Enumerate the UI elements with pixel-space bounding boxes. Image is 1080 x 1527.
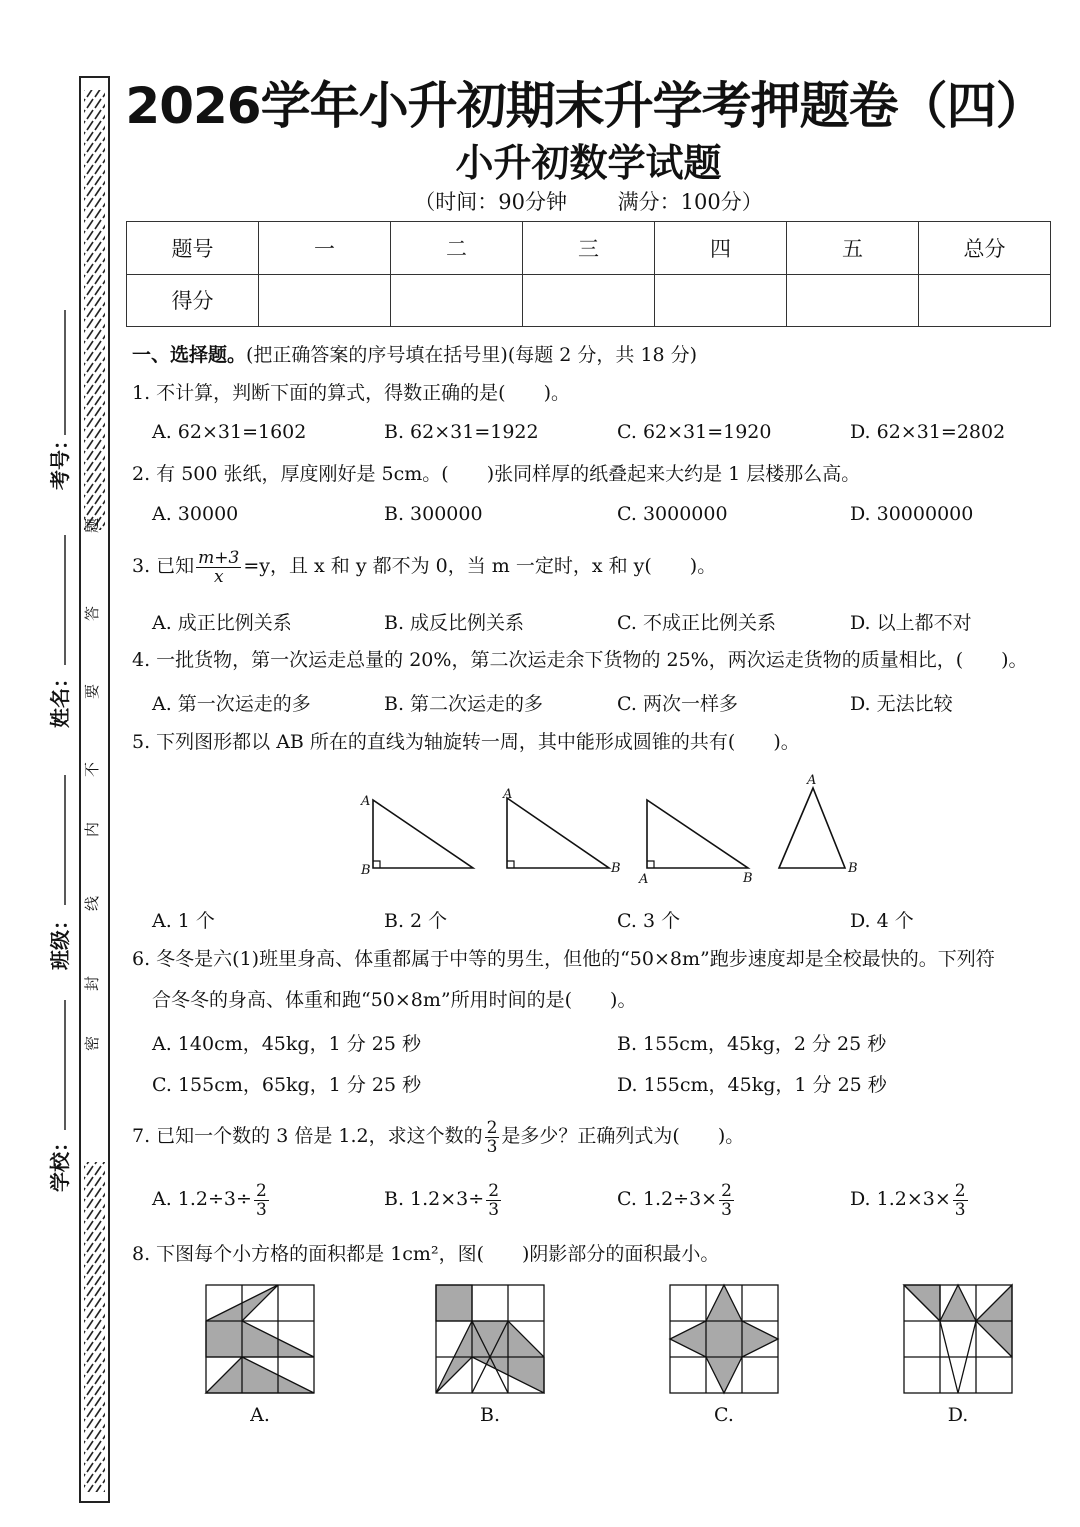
q7-option-b-frac xyxy=(486,1182,501,1219)
question-7 xyxy=(132,1113,744,1159)
score-table-score-row xyxy=(127,274,1051,327)
q5-option-b[interactable]: B. 2 个 xyxy=(384,910,448,932)
q5-label: B xyxy=(848,861,858,876)
section-title: 一、选择题。 xyxy=(132,344,247,366)
score-header-cell: 二 xyxy=(391,222,523,275)
q4-option-b[interactable]: B. 第二次运走的多 xyxy=(384,693,544,715)
question-6-line2: 合冬冬的身高、体重和跑“50×8m”所用时间的是( )。 xyxy=(152,989,637,1011)
section-heading xyxy=(132,340,697,367)
q6-option-d[interactable]: D. 155cm，45kg，1 分 25 秒 xyxy=(617,1074,887,1096)
q5-option-d[interactable]: D. 4 个 xyxy=(850,910,914,932)
q5-triangle-d xyxy=(779,788,845,868)
q8-grid-figures xyxy=(200,1282,1020,1404)
q7-option-c[interactable] xyxy=(617,1176,736,1222)
seal-char: 题 xyxy=(83,517,102,534)
q7-prefix: 7. 已知一个数的 3 倍是 1.2，求这个数的 xyxy=(132,1125,483,1147)
q7-option-a[interactable] xyxy=(152,1176,271,1222)
binding-strip xyxy=(78,76,112,1504)
frac-den: 3 xyxy=(721,1199,732,1220)
q3-prefix: 3. 已知 xyxy=(132,555,195,577)
q3-option-a[interactable]: A. 成正比例关系 xyxy=(152,612,292,634)
q7-option-d[interactable] xyxy=(850,1176,970,1222)
q3-option-c[interactable]: C. 不成正比例关系 xyxy=(617,612,776,634)
q8-label-b[interactable]: B. xyxy=(479,1404,500,1426)
section-instruction: (把正确答案的序号填在括号里)(每题 2 分，共 18 分) xyxy=(246,344,698,366)
q7-option-a-frac xyxy=(254,1182,269,1219)
question-5: 5. 下列图形都以 AB 所在的直线为轴旋转一周，其中能形成圆锥的共有( )。 xyxy=(132,731,800,753)
score-header-cell: 四 xyxy=(655,222,787,275)
q2-option-d[interactable]: D. 30000000 xyxy=(850,503,974,525)
seal-char: 封 xyxy=(83,975,102,992)
q4-option-a[interactable]: A. 第一次运走的多 xyxy=(152,693,311,715)
q7-option-b[interactable] xyxy=(384,1176,503,1222)
q3-option-b[interactable]: B. 成反比例关系 xyxy=(384,612,525,634)
question-1: 1. 不计算，判断下面的算式，得数正确的是( )。 xyxy=(132,382,570,404)
q3-frac-den: x xyxy=(213,566,224,587)
q8-label-c[interactable]: C. xyxy=(714,1404,734,1426)
q2-option-c[interactable]: C. 3000000 xyxy=(617,503,728,525)
score-input-cell[interactable] xyxy=(655,274,787,327)
seal-char: 内 xyxy=(83,821,102,838)
q5-label: B xyxy=(743,871,753,886)
name-label: 姓名： xyxy=(48,668,72,728)
score-header-cell: 总分 xyxy=(919,222,1051,275)
frac-num: 2 xyxy=(488,1180,500,1201)
q1-option-a[interactable]: A. 62×31=1602 xyxy=(152,421,307,443)
frac-den: 3 xyxy=(954,1199,966,1220)
exam-subtitle: 小升初数学试题 xyxy=(455,141,722,185)
frac-num: 2 xyxy=(954,1180,966,1201)
q8-label-d[interactable]: D. xyxy=(947,1404,969,1426)
q8-label-a[interactable]: A. xyxy=(250,1404,270,1426)
school-label: 学校： xyxy=(48,1132,72,1192)
q7-suffix: 是多少？正确列式为( )。 xyxy=(501,1125,745,1147)
question-6-line1: 6. 冬冬是六(1)班里身高、体重都属于中等的男生，但他的“50×8m”跑步速度却是全校最快的。下列符 xyxy=(132,948,995,970)
score-input-cell[interactable] xyxy=(787,274,919,327)
question-8: 8. 下图每个小方格的面积都是 1cm²，图( )阴影部分的面积最小。 xyxy=(132,1243,720,1265)
q7-fraction xyxy=(485,1119,500,1156)
seal-char: 不 xyxy=(83,761,102,778)
score-row-label: 得分 xyxy=(127,274,259,327)
score-input-cell[interactable] xyxy=(259,274,391,327)
score-input-cell[interactable] xyxy=(919,274,1051,327)
seal-char: 线 xyxy=(83,895,102,912)
q3-option-d[interactable]: D. 以上都不对 xyxy=(850,612,972,634)
score-input-cell[interactable] xyxy=(391,274,523,327)
frac-den: 3 xyxy=(255,1199,267,1220)
q7-option-c-expr: C. 1.2÷3× xyxy=(617,1188,718,1210)
exam-time-info xyxy=(126,186,1051,216)
q5-option-c[interactable]: C. 3 个 xyxy=(617,910,681,932)
q6-option-c[interactable]: C. 155cm，65kg，1 分 25 秒 xyxy=(152,1074,422,1096)
q7-frac-num: 2 xyxy=(486,1117,498,1138)
q1-option-b[interactable]: B. 62×31=1922 xyxy=(384,421,539,443)
q3-frac-num: m+3 xyxy=(198,547,240,568)
q5-triangle-b xyxy=(507,798,609,868)
q1-option-c[interactable]: C. 62×31=1920 xyxy=(617,421,772,443)
q5-label: B xyxy=(361,863,371,878)
exam-number-label: 考号： xyxy=(48,430,72,490)
frac-num: 2 xyxy=(255,1180,267,1201)
q7-frac-den: 3 xyxy=(486,1136,498,1157)
class-label: 班级： xyxy=(48,910,72,970)
q5-label: A xyxy=(503,787,513,802)
q1-option-d[interactable]: D. 62×31=2802 xyxy=(850,421,1006,443)
q4-option-d[interactable]: D. 无法比较 xyxy=(850,693,953,715)
q5-triangle-a xyxy=(373,800,473,868)
q5-label: B xyxy=(611,861,621,876)
q6-option-b[interactable]: B. 155cm，45kg，2 分 25 秒 xyxy=(617,1033,887,1055)
q7-option-d-expr: D. 1.2×3× xyxy=(850,1188,951,1210)
q2-option-a[interactable]: A. 30000 xyxy=(152,503,239,525)
q3-fraction xyxy=(196,549,241,586)
q8-figure-c xyxy=(670,1285,778,1393)
q5-triangle-c xyxy=(647,800,748,868)
q3-suffix: =y，且 x 和 y 都不为 0，当 m 一定时，x 和 y( )。 xyxy=(243,555,717,577)
score-header-cell: 五 xyxy=(787,222,919,275)
score-header-cell: 一 xyxy=(259,222,391,275)
score-input-cell[interactable] xyxy=(523,274,655,327)
q5-label: A xyxy=(639,872,649,887)
score-header-cell: 三 xyxy=(523,222,655,275)
q5-label: A xyxy=(807,773,817,788)
frac-den: 3 xyxy=(488,1199,500,1220)
q5-triangles-figure xyxy=(355,768,865,890)
q6-option-a[interactable]: A. 140cm，45kg，1 分 25 秒 xyxy=(152,1033,421,1055)
q2-option-b[interactable]: B. 300000 xyxy=(384,503,483,525)
q8-figure-a xyxy=(206,1285,314,1393)
seal-char: 要 xyxy=(83,683,102,700)
exam-title: 2026学年小升初期末升学考押题卷（四） xyxy=(125,77,1045,135)
time-limit: （时间：90分钟 xyxy=(414,190,567,214)
question-3 xyxy=(132,543,716,589)
q7-option-d-frac xyxy=(953,1182,968,1219)
seal-char: 密 xyxy=(83,1035,102,1052)
frac-num: 2 xyxy=(721,1180,732,1201)
full-score: 满分：100分） xyxy=(617,190,763,214)
score-table-header-row xyxy=(127,222,1051,275)
seal-char: 答 xyxy=(83,605,102,622)
q5-label: A xyxy=(361,794,371,809)
q8-figure-b xyxy=(436,1285,544,1393)
q7-option-c-frac xyxy=(719,1182,734,1219)
q4-option-c[interactable]: C. 两次一样多 xyxy=(617,693,738,715)
q7-option-a-expr: A. 1.2÷3÷ xyxy=(152,1188,252,1210)
question-2: 2. 有 500 张纸，厚度刚好是 5cm。( )张同样厚的纸叠起来大约是 1 层楼那么高。 xyxy=(132,463,861,485)
score-header-cell: 题号 xyxy=(127,222,259,275)
question-4: 4. 一批货物，第一次运走总量的 20%，第二次运走余下货物的 25%，两次运走货物的质量相比，( )。 xyxy=(132,649,1028,671)
score-table xyxy=(126,221,1051,327)
q7-option-b-expr: B. 1.2×3÷ xyxy=(384,1188,485,1210)
q5-option-a[interactable]: A. 1 个 xyxy=(152,910,215,932)
q8-figure-d xyxy=(904,1285,1012,1393)
